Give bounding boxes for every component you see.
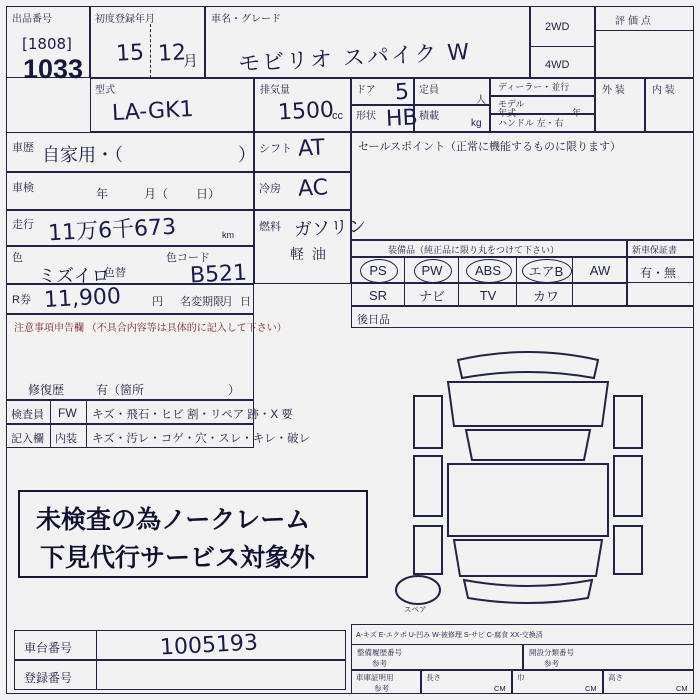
first-reg-label: 初度登録年月 <box>95 14 155 25</box>
lot-no-value: 1033 <box>23 54 84 84</box>
equip-kawa: カワ <box>532 288 559 304</box>
load-unit: kg <box>471 118 482 129</box>
spare-label: スペア <box>404 605 427 614</box>
warranty-value: 有・無 <box>640 266 677 280</box>
handle-label: ハンドル 左・右 <box>498 118 564 128</box>
equip-abs-circle <box>466 259 512 283</box>
reg-divider <box>150 24 151 78</box>
cert-label: 車庫証明用 <box>356 673 394 682</box>
notes-title: 注意事項申告欄 （不具合内容等は具体的に記入して下さい） <box>14 323 287 334</box>
mileage-unit: km <box>222 230 234 240</box>
color-code-label: 色コード <box>166 252 210 264</box>
shaken-month: 月（ <box>144 187 169 201</box>
lot-bracket: [1808] <box>22 35 72 53</box>
model-row-label: モデル <box>498 99 525 109</box>
equip-sr: SR <box>368 287 388 303</box>
car-name-label: 車名・グレード <box>211 14 281 25</box>
equip-abs: ABS <box>474 262 501 278</box>
fw-items: キズ・飛石・ヒビ 割・リペア 跡・X 要 <box>92 409 293 421</box>
length-unit: CM <box>494 684 506 693</box>
mileage-value: 11万6千673 <box>47 214 177 247</box>
ac-label: 冷房 <box>259 183 281 195</box>
reg-year-value: 15 <box>115 40 145 67</box>
load-label: 積載 <box>419 111 439 122</box>
repair-yes: 有（箇所 <box>96 383 145 397</box>
length-label: 長さ <box>426 673 441 682</box>
fuel-label: 燃料 <box>259 221 281 233</box>
no-claim-line1: 未検査の為ノークレーム <box>36 506 311 534</box>
interior-label: 内 装 <box>652 85 675 96</box>
sales-title: セールスポイント（正常に機能するものに限ります） <box>358 141 622 153</box>
eval-divider <box>595 30 694 31</box>
no-claim-line2: 下見代行サービス対象外 <box>40 544 316 572</box>
no-claim-stamp <box>18 490 368 578</box>
fuel-sub: 軽 油 <box>290 246 328 262</box>
year-unit: 年 <box>572 108 582 118</box>
height-label: 高さ <box>608 673 623 682</box>
model-label: 型式 <box>95 85 115 96</box>
warranty-title: 新車保証書 <box>632 245 678 255</box>
rireki-value: 自家用・（ <box>42 145 123 166</box>
fw-label: FW <box>58 406 77 420</box>
rken-label: R券 <box>12 294 31 306</box>
shift-label: シフト <box>259 143 292 155</box>
chassis-label: 車台番号 <box>24 641 73 655</box>
interior-items: キズ・汚レ・コゲ・穴・スレ・キレ・破レ <box>92 433 311 445</box>
equip-navi: ナビ <box>418 288 445 304</box>
later-box <box>351 306 694 328</box>
inspector-label: 検査員 <box>11 409 44 421</box>
seller-label: 整備履歴番号 <box>357 648 402 657</box>
damage-legend: A-キズ E-エクボ U-凹み W-被修理 S-サビ C-腐食 XX-交換済 <box>356 632 543 639</box>
name-change-day: 日 <box>240 296 251 308</box>
equip-tv: TV <box>479 287 497 303</box>
rireki-label: 車歴 <box>12 142 34 154</box>
name-change-month: 月 <box>222 296 233 308</box>
equip-pw-circle <box>414 259 452 283</box>
car-name-value: モビリオ スパイク W <box>237 39 472 78</box>
width-unit: CM <box>585 684 597 693</box>
equip-airbag-circle <box>522 259 572 283</box>
equip-ps-circle <box>360 259 398 283</box>
rken-value: 11,900 <box>43 284 122 313</box>
reg-month-value: 12 <box>157 40 187 67</box>
eval-label: 評価点 <box>615 16 654 27</box>
fuel-value: ガソリン <box>293 216 367 241</box>
width-label: 巾 <box>517 673 525 682</box>
disp-value: 1500 <box>277 97 335 126</box>
entry-label: 記入欄 <box>11 433 44 445</box>
equip-ps: PS <box>369 262 387 278</box>
equip-aw: AW <box>589 262 611 278</box>
reg-no-label: 登録番号 <box>24 671 73 685</box>
color-code-value: B521 <box>189 260 248 289</box>
dealer-label: ディーラー・並行 <box>498 82 570 92</box>
mileage-label: 走行 <box>12 219 34 231</box>
later-label: 後日品 <box>357 314 390 326</box>
chassis-value: 1005193 <box>159 630 259 661</box>
drive-2wd-label: 2WD <box>545 21 570 33</box>
name-change-label: 名変期限 <box>180 296 224 308</box>
shift-value: AT <box>297 135 326 162</box>
equip-pw: PW <box>421 262 443 278</box>
shaken-label: 車検 <box>12 182 34 194</box>
rireki-close: ） <box>238 145 256 166</box>
lot-no-label: 出品番号 <box>12 14 52 25</box>
interior-items-label: 内装 <box>55 433 77 445</box>
rken-unit: 円 <box>152 296 163 308</box>
shaken-day: 日） <box>196 187 221 201</box>
shaken-year: 年 <box>96 187 109 201</box>
year-label: 年式 <box>498 108 517 118</box>
car-diagram <box>378 340 678 620</box>
color-change-label: 色替 <box>104 267 126 279</box>
seller-sub: 参考 <box>372 659 387 668</box>
model-value: LA-GK1 <box>111 96 195 127</box>
color-value: ミズイロ <box>38 266 110 287</box>
shape-value: HB <box>385 105 419 132</box>
color-label: 色 <box>12 252 23 264</box>
drive-divider <box>530 46 595 47</box>
drive-4wd-label: 4WD <box>545 59 570 71</box>
cert-sub: 参考 <box>374 684 389 693</box>
disp-unit: cc <box>332 110 343 122</box>
disp-label: 排気量 <box>260 85 290 96</box>
height-unit: CM <box>676 684 688 693</box>
equip-title: 装備品（純正品に限り丸をつけて下さい） <box>388 245 560 255</box>
door-label: ドア <box>356 85 376 96</box>
reg-month-unit: 月 <box>182 51 199 71</box>
branch-sub: 参考 <box>544 659 559 668</box>
door-value: 5 <box>394 79 410 106</box>
seat-unit: 人 <box>476 95 486 106</box>
seat-label: 定員 <box>419 85 439 96</box>
exterior-label: 外 装 <box>602 85 625 96</box>
branch-label: 開設分類番号 <box>529 648 574 657</box>
equip-airbag: エアB <box>528 263 564 279</box>
ac-value: AC <box>297 175 329 202</box>
shape-label: 形状 <box>356 111 376 122</box>
repair-label: 修復歴 <box>28 383 65 397</box>
repair-close: ） <box>228 383 241 397</box>
